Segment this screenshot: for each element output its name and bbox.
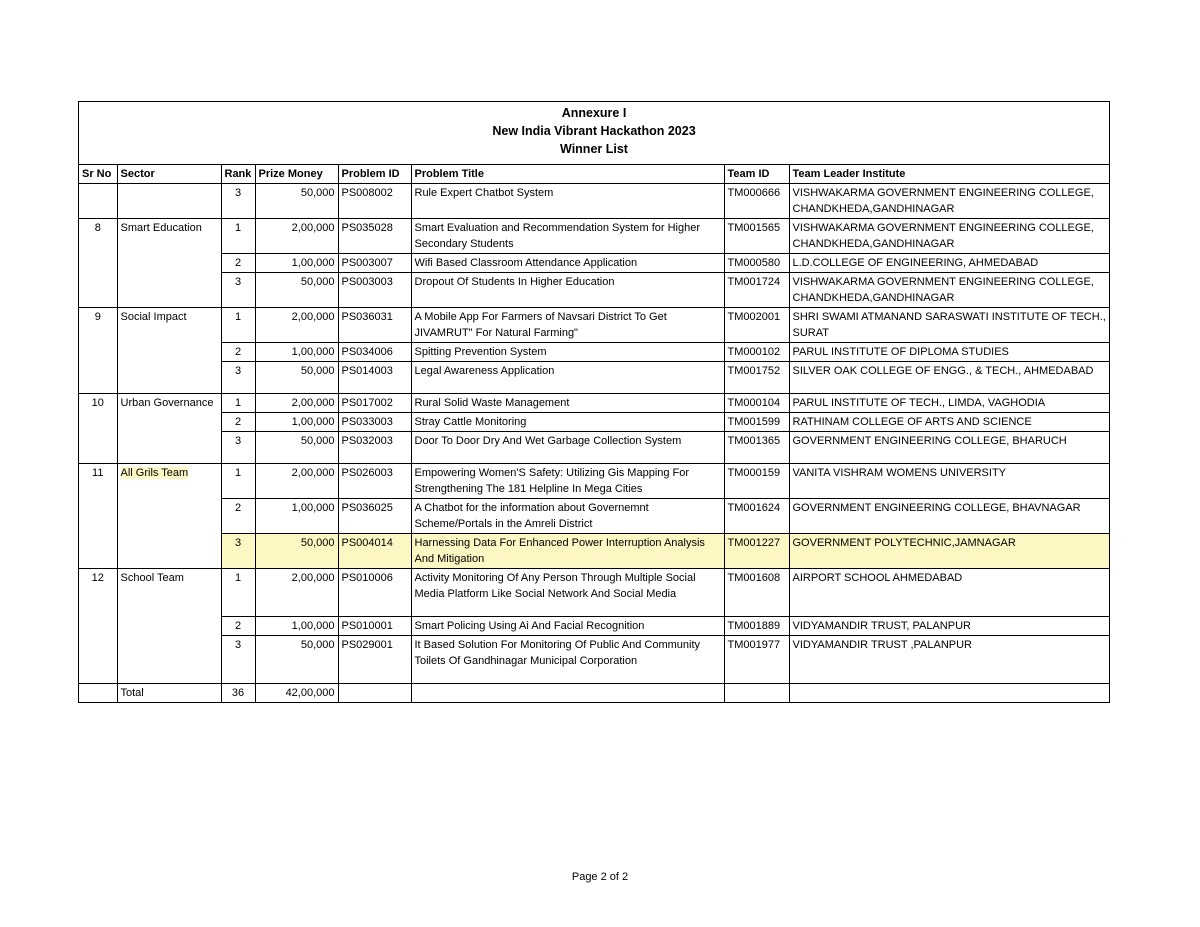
cell-problem-id: PS036031 bbox=[338, 308, 411, 343]
cell-prize-money: 2,00,000 bbox=[255, 394, 338, 413]
cell-team-id: TM000102 bbox=[724, 343, 789, 362]
cell-sector bbox=[117, 464, 221, 569]
cell-team-leader-institute: L.D.COLLEGE OF ENGINEERING, AHMEDABAD bbox=[789, 254, 1109, 273]
event-title: New India Vibrant Hackathon 2023 bbox=[492, 124, 696, 138]
cell-prize-money: 50,000 bbox=[255, 636, 338, 684]
cell-problem-id: PS003003 bbox=[338, 273, 411, 308]
cell-sector bbox=[117, 394, 221, 464]
cell-problem-id: PS029001 bbox=[338, 636, 411, 684]
total-row bbox=[79, 684, 1109, 703]
cell-problem-title: Empowering Women'S Safety: Utilizing Gis Mapping For Strengthening The 181 Helpline In Mega Cities bbox=[411, 464, 724, 499]
cell-team-id: TM001565 bbox=[724, 219, 789, 254]
cell-problem-title: It Based Solution For Monitoring Of Public And Community Toilets Of Gandhinagar Municipal Corporation bbox=[411, 636, 724, 684]
cell-team-leader-institute: PARUL INSTITUTE OF TECH., LIMDA, VAGHODIA bbox=[789, 394, 1109, 413]
header-sector: Sector bbox=[117, 165, 221, 184]
cell-problem-id: PS014003 bbox=[338, 362, 411, 394]
page-number: Page 2 of 2 bbox=[571, 871, 629, 883]
cell-rank: 1 bbox=[221, 569, 255, 617]
cell-prize-money: 50,000 bbox=[255, 184, 338, 219]
cell-rank: 3 bbox=[221, 184, 255, 219]
total-count: 36 bbox=[221, 684, 255, 703]
cell-team-leader-institute: VISHWAKARMA GOVERNMENT ENGINEERING COLLEGE, CHANDKHEDA,GANDHINAGAR bbox=[789, 219, 1109, 254]
table-row bbox=[79, 534, 1109, 569]
cell-problem-title: Activity Monitoring Of Any Person Through Multiple Social Media Platform Like Social Network And Social Media bbox=[411, 569, 724, 617]
cell-team-leader-institute: GOVERNMENT ENGINEERING COLLEGE, BHAVNAGAR bbox=[789, 499, 1109, 534]
cell-prize-money: 1,00,000 bbox=[255, 343, 338, 362]
winner-list-sheet bbox=[78, 101, 1110, 703]
cell-sr-no: 12 bbox=[79, 569, 117, 684]
table-row bbox=[79, 432, 1109, 464]
cell-team-leader-institute: VANITA VISHRAM WOMENS UNIVERSITY bbox=[789, 464, 1109, 499]
cell-rank: 2 bbox=[221, 617, 255, 636]
cell-problem-id: PS017002 bbox=[338, 394, 411, 413]
cell-problem-title: Stray Cattle Monitoring bbox=[411, 413, 724, 432]
cell-problem-id: PS036025 bbox=[338, 499, 411, 534]
cell-problem-title: Dropout Of Students In Higher Education bbox=[411, 273, 724, 308]
cell-rank: 3 bbox=[221, 432, 255, 464]
sector-label: Urban Governance bbox=[120, 397, 214, 409]
cell-prize-money: 2,00,000 bbox=[255, 464, 338, 499]
cell-rank: 2 bbox=[221, 343, 255, 362]
cell-team-id: TM001227 bbox=[724, 534, 789, 569]
cell-problem-title: Legal Awareness Application bbox=[411, 362, 724, 394]
cell-total-blank bbox=[724, 684, 789, 703]
cell-team-leader-institute: SILVER OAK COLLEGE OF ENGG., & TECH., AHMEDABAD bbox=[789, 362, 1109, 394]
cell-team-id: TM000104 bbox=[724, 394, 789, 413]
table-row bbox=[79, 273, 1109, 308]
cell-team-id: TM000159 bbox=[724, 464, 789, 499]
sector-label: All Grils Team bbox=[120, 467, 189, 479]
cell-team-id: TM001977 bbox=[724, 636, 789, 684]
table-row bbox=[79, 464, 1109, 499]
table-row bbox=[79, 254, 1109, 273]
cell-problem-id: PS035028 bbox=[338, 219, 411, 254]
cell-team-leader-institute: VIDYAMANDIR TRUST, PALANPUR bbox=[789, 617, 1109, 636]
header-row bbox=[79, 165, 1109, 184]
cell-problem-id: PS034006 bbox=[338, 343, 411, 362]
cell-problem-id: PS008002 bbox=[338, 184, 411, 219]
cell-problem-title: Door To Door Dry And Wet Garbage Collection System bbox=[411, 432, 724, 464]
cell-prize-money: 50,000 bbox=[255, 432, 338, 464]
cell-problem-id: PS026003 bbox=[338, 464, 411, 499]
cell-team-id: TM001752 bbox=[724, 362, 789, 394]
total-label: Total bbox=[117, 684, 221, 703]
cell-rank: 1 bbox=[221, 219, 255, 254]
table-row bbox=[79, 569, 1109, 617]
cell-total-blank bbox=[789, 684, 1109, 703]
cell-problem-id: PS032003 bbox=[338, 432, 411, 464]
cell-total-blank bbox=[79, 684, 117, 703]
winner-table bbox=[79, 165, 1109, 702]
cell-team-id: TM001608 bbox=[724, 569, 789, 617]
cell-total-blank bbox=[411, 684, 724, 703]
cell-sr-no: 10 bbox=[79, 394, 117, 464]
cell-sr-no bbox=[79, 184, 117, 219]
table-row bbox=[79, 219, 1109, 254]
table-row bbox=[79, 617, 1109, 636]
sector-label: Social Impact bbox=[120, 311, 187, 323]
cell-problem-title: Smart Policing Using Ai And Facial Recognition bbox=[411, 617, 724, 636]
sector-label: Smart Education bbox=[120, 222, 202, 234]
header-prize-money: Prize Money bbox=[255, 165, 338, 184]
cell-team-leader-institute: PARUL INSTITUTE OF DIPLOMA STUDIES bbox=[789, 343, 1109, 362]
cell-sr-no: 8 bbox=[79, 219, 117, 308]
table-row bbox=[79, 362, 1109, 394]
cell-sector bbox=[117, 569, 221, 684]
table-row bbox=[79, 343, 1109, 362]
cell-team-leader-institute: GOVERNMENT ENGINEERING COLLEGE, BHARUCH bbox=[789, 432, 1109, 464]
cell-prize-money: 2,00,000 bbox=[255, 569, 338, 617]
cell-team-id: TM002001 bbox=[724, 308, 789, 343]
total-amount: 42,00,000 bbox=[255, 684, 338, 703]
sector-label: School Team bbox=[120, 572, 184, 584]
cell-team-leader-institute: VISHWAKARMA GOVERNMENT ENGINEERING COLLEGE, CHANDKHEDA,GANDHINAGAR bbox=[789, 184, 1109, 219]
cell-rank: 3 bbox=[221, 362, 255, 394]
cell-problem-id: PS010001 bbox=[338, 617, 411, 636]
cell-prize-money: 1,00,000 bbox=[255, 617, 338, 636]
cell-rank: 3 bbox=[221, 534, 255, 569]
table-row bbox=[79, 394, 1109, 413]
cell-team-id: TM001624 bbox=[724, 499, 789, 534]
cell-rank: 1 bbox=[221, 464, 255, 499]
cell-team-leader-institute: GOVERNMENT POLYTECHNIC,JAMNAGAR bbox=[789, 534, 1109, 569]
cell-prize-money: 50,000 bbox=[255, 362, 338, 394]
header-problem-id: Problem ID bbox=[338, 165, 411, 184]
cell-problem-id: PS003007 bbox=[338, 254, 411, 273]
cell-team-id: TM001365 bbox=[724, 432, 789, 464]
header-problem-title: Problem Title bbox=[411, 165, 724, 184]
table-row bbox=[79, 308, 1109, 343]
cell-rank: 3 bbox=[221, 636, 255, 684]
header-rank: Rank bbox=[221, 165, 255, 184]
cell-team-id: TM001889 bbox=[724, 617, 789, 636]
cell-problem-id: PS004014 bbox=[338, 534, 411, 569]
list-title: Winner List bbox=[560, 142, 628, 156]
cell-prize-money: 1,00,000 bbox=[255, 413, 338, 432]
cell-prize-money: 1,00,000 bbox=[255, 254, 338, 273]
header-team-leader-institute: Team Leader Institute bbox=[789, 165, 1109, 184]
cell-rank: 1 bbox=[221, 394, 255, 413]
cell-prize-money: 50,000 bbox=[255, 534, 338, 569]
cell-rank: 2 bbox=[221, 499, 255, 534]
cell-rank: 2 bbox=[221, 413, 255, 432]
cell-problem-title: Harnessing Data For Enhanced Power Interruption Analysis And Mitigation bbox=[411, 534, 724, 569]
cell-team-leader-institute: VIDYAMANDIR TRUST ,PALANPUR bbox=[789, 636, 1109, 684]
table-row bbox=[79, 636, 1109, 684]
header-sr-no: Sr No bbox=[79, 165, 117, 184]
cell-problem-title: Rule Expert Chatbot System bbox=[411, 184, 724, 219]
cell-problem-title: A Chatbot for the information about Governemnt Scheme/Portals in the Amreli District bbox=[411, 499, 724, 534]
cell-sector bbox=[117, 184, 221, 219]
cell-rank: 2 bbox=[221, 254, 255, 273]
cell-problem-title: Spitting Prevention System bbox=[411, 343, 724, 362]
table-row bbox=[79, 413, 1109, 432]
cell-team-id: TM000666 bbox=[724, 184, 789, 219]
cell-team-leader-institute: AIRPORT SCHOOL AHMEDABAD bbox=[789, 569, 1109, 617]
cell-problem-id: PS033003 bbox=[338, 413, 411, 432]
table-row bbox=[79, 499, 1109, 534]
table-row bbox=[79, 184, 1109, 219]
cell-team-id: TM001599 bbox=[724, 413, 789, 432]
cell-problem-title: Smart Evaluation and Recommendation System for Higher Secondary Students bbox=[411, 219, 724, 254]
header-team-id: Team ID bbox=[724, 165, 789, 184]
table-body bbox=[79, 184, 1109, 703]
cell-problem-title: A Mobile App For Farmers of Navsari District To Get JIVAMRUT" For Natural Farming" bbox=[411, 308, 724, 343]
cell-team-leader-institute: RATHINAM COLLEGE OF ARTS AND SCIENCE bbox=[789, 413, 1109, 432]
cell-sector bbox=[117, 219, 221, 308]
cell-prize-money: 2,00,000 bbox=[255, 308, 338, 343]
cell-rank: 1 bbox=[221, 308, 255, 343]
cell-total-blank bbox=[338, 684, 411, 703]
cell-team-id: TM001724 bbox=[724, 273, 789, 308]
cell-sector bbox=[117, 308, 221, 394]
cell-prize-money: 1,00,000 bbox=[255, 499, 338, 534]
cell-team-leader-institute: SHRI SWAMI ATMANAND SARASWATI INSTITUTE OF TECH., SURAT bbox=[789, 308, 1109, 343]
cell-sr-no: 9 bbox=[79, 308, 117, 394]
cell-problem-title: Rural Solid Waste Management bbox=[411, 394, 724, 413]
cell-problem-id: PS010006 bbox=[338, 569, 411, 617]
cell-prize-money: 2,00,000 bbox=[255, 219, 338, 254]
cell-team-id: TM000580 bbox=[724, 254, 789, 273]
title-block bbox=[79, 102, 1109, 165]
cell-sr-no: 11 bbox=[79, 464, 117, 569]
cell-problem-title: Wifi Based Classroom Attendance Application bbox=[411, 254, 724, 273]
cell-prize-money: 50,000 bbox=[255, 273, 338, 308]
cell-team-leader-institute: VISHWAKARMA GOVERNMENT ENGINEERING COLLEGE, CHANDKHEDA,GANDHINAGAR bbox=[789, 273, 1109, 308]
annexure-title: Annexure I bbox=[561, 106, 627, 120]
cell-rank: 3 bbox=[221, 273, 255, 308]
